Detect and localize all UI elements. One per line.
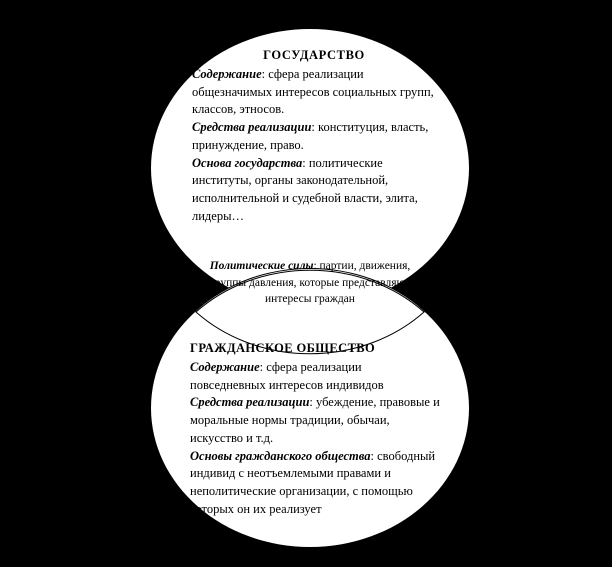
intersection-item <box>205 258 415 308</box>
civil-item-2-sep: : <box>370 448 378 463</box>
civil-society-text-block <box>190 340 440 519</box>
civil-item-1-text: убеждение, правовые и моральные нормы традиции, обычаи, искусство и т.д. <box>190 395 440 445</box>
state-item-1-text: конституция, власть, принуждение, право. <box>192 120 429 152</box>
civil-society-heading: ГРАЖДАНСКОЕ ОБЩЕСТВО <box>190 341 376 355</box>
state-item-0 <box>192 66 436 119</box>
state-item-0-label: Содержание <box>192 66 262 81</box>
state-item-0-sep: : <box>261 66 269 81</box>
civil-item-2-text: свободный индивид с неотъемлемыми правами и неполитические организации, с помощью которых он их реализует <box>190 448 436 516</box>
state-item-1-sep: : <box>311 120 319 134</box>
civil-item-2 <box>190 448 440 519</box>
intersection-text: партии, движения, группы давления, которые представляют интересы граждан <box>210 260 411 306</box>
civil-item-0-label: Содержание <box>190 359 260 374</box>
intersection-label: Политические силы <box>209 260 314 272</box>
civil-item-2-label: Основы гражданского общества <box>190 448 371 463</box>
state-item-2-label: Основа государства <box>192 155 303 170</box>
civil-item-1-label: Средства реализации <box>190 395 310 410</box>
state-item-0-text: сфера реализации общезначимых интересов социальных групп, классов, этносов. <box>192 66 434 117</box>
civil-item-0-sep: : <box>259 359 267 374</box>
state-item-2 <box>192 155 436 226</box>
state-text-block <box>192 47 436 226</box>
civil-item-1-sep: : <box>309 395 317 410</box>
intersection-sep: : <box>313 260 320 272</box>
intersection-text-block <box>205 258 415 308</box>
state-item-1 <box>192 119 436 155</box>
civil-item-1 <box>190 394 440 447</box>
state-heading: ГОСУДАРСТВО <box>263 48 365 62</box>
civil-item-0 <box>190 359 440 395</box>
state-item-1-label: Средства реализации <box>192 120 312 134</box>
civil-item-0-text: сфера реализации повседневных интересов индивидов <box>190 359 384 392</box>
state-item-2-sep: : <box>302 155 309 170</box>
state-item-2-text: политические институты, органы законодательной, исполнительной и судебной власти, элита, лидеры… <box>192 155 418 223</box>
